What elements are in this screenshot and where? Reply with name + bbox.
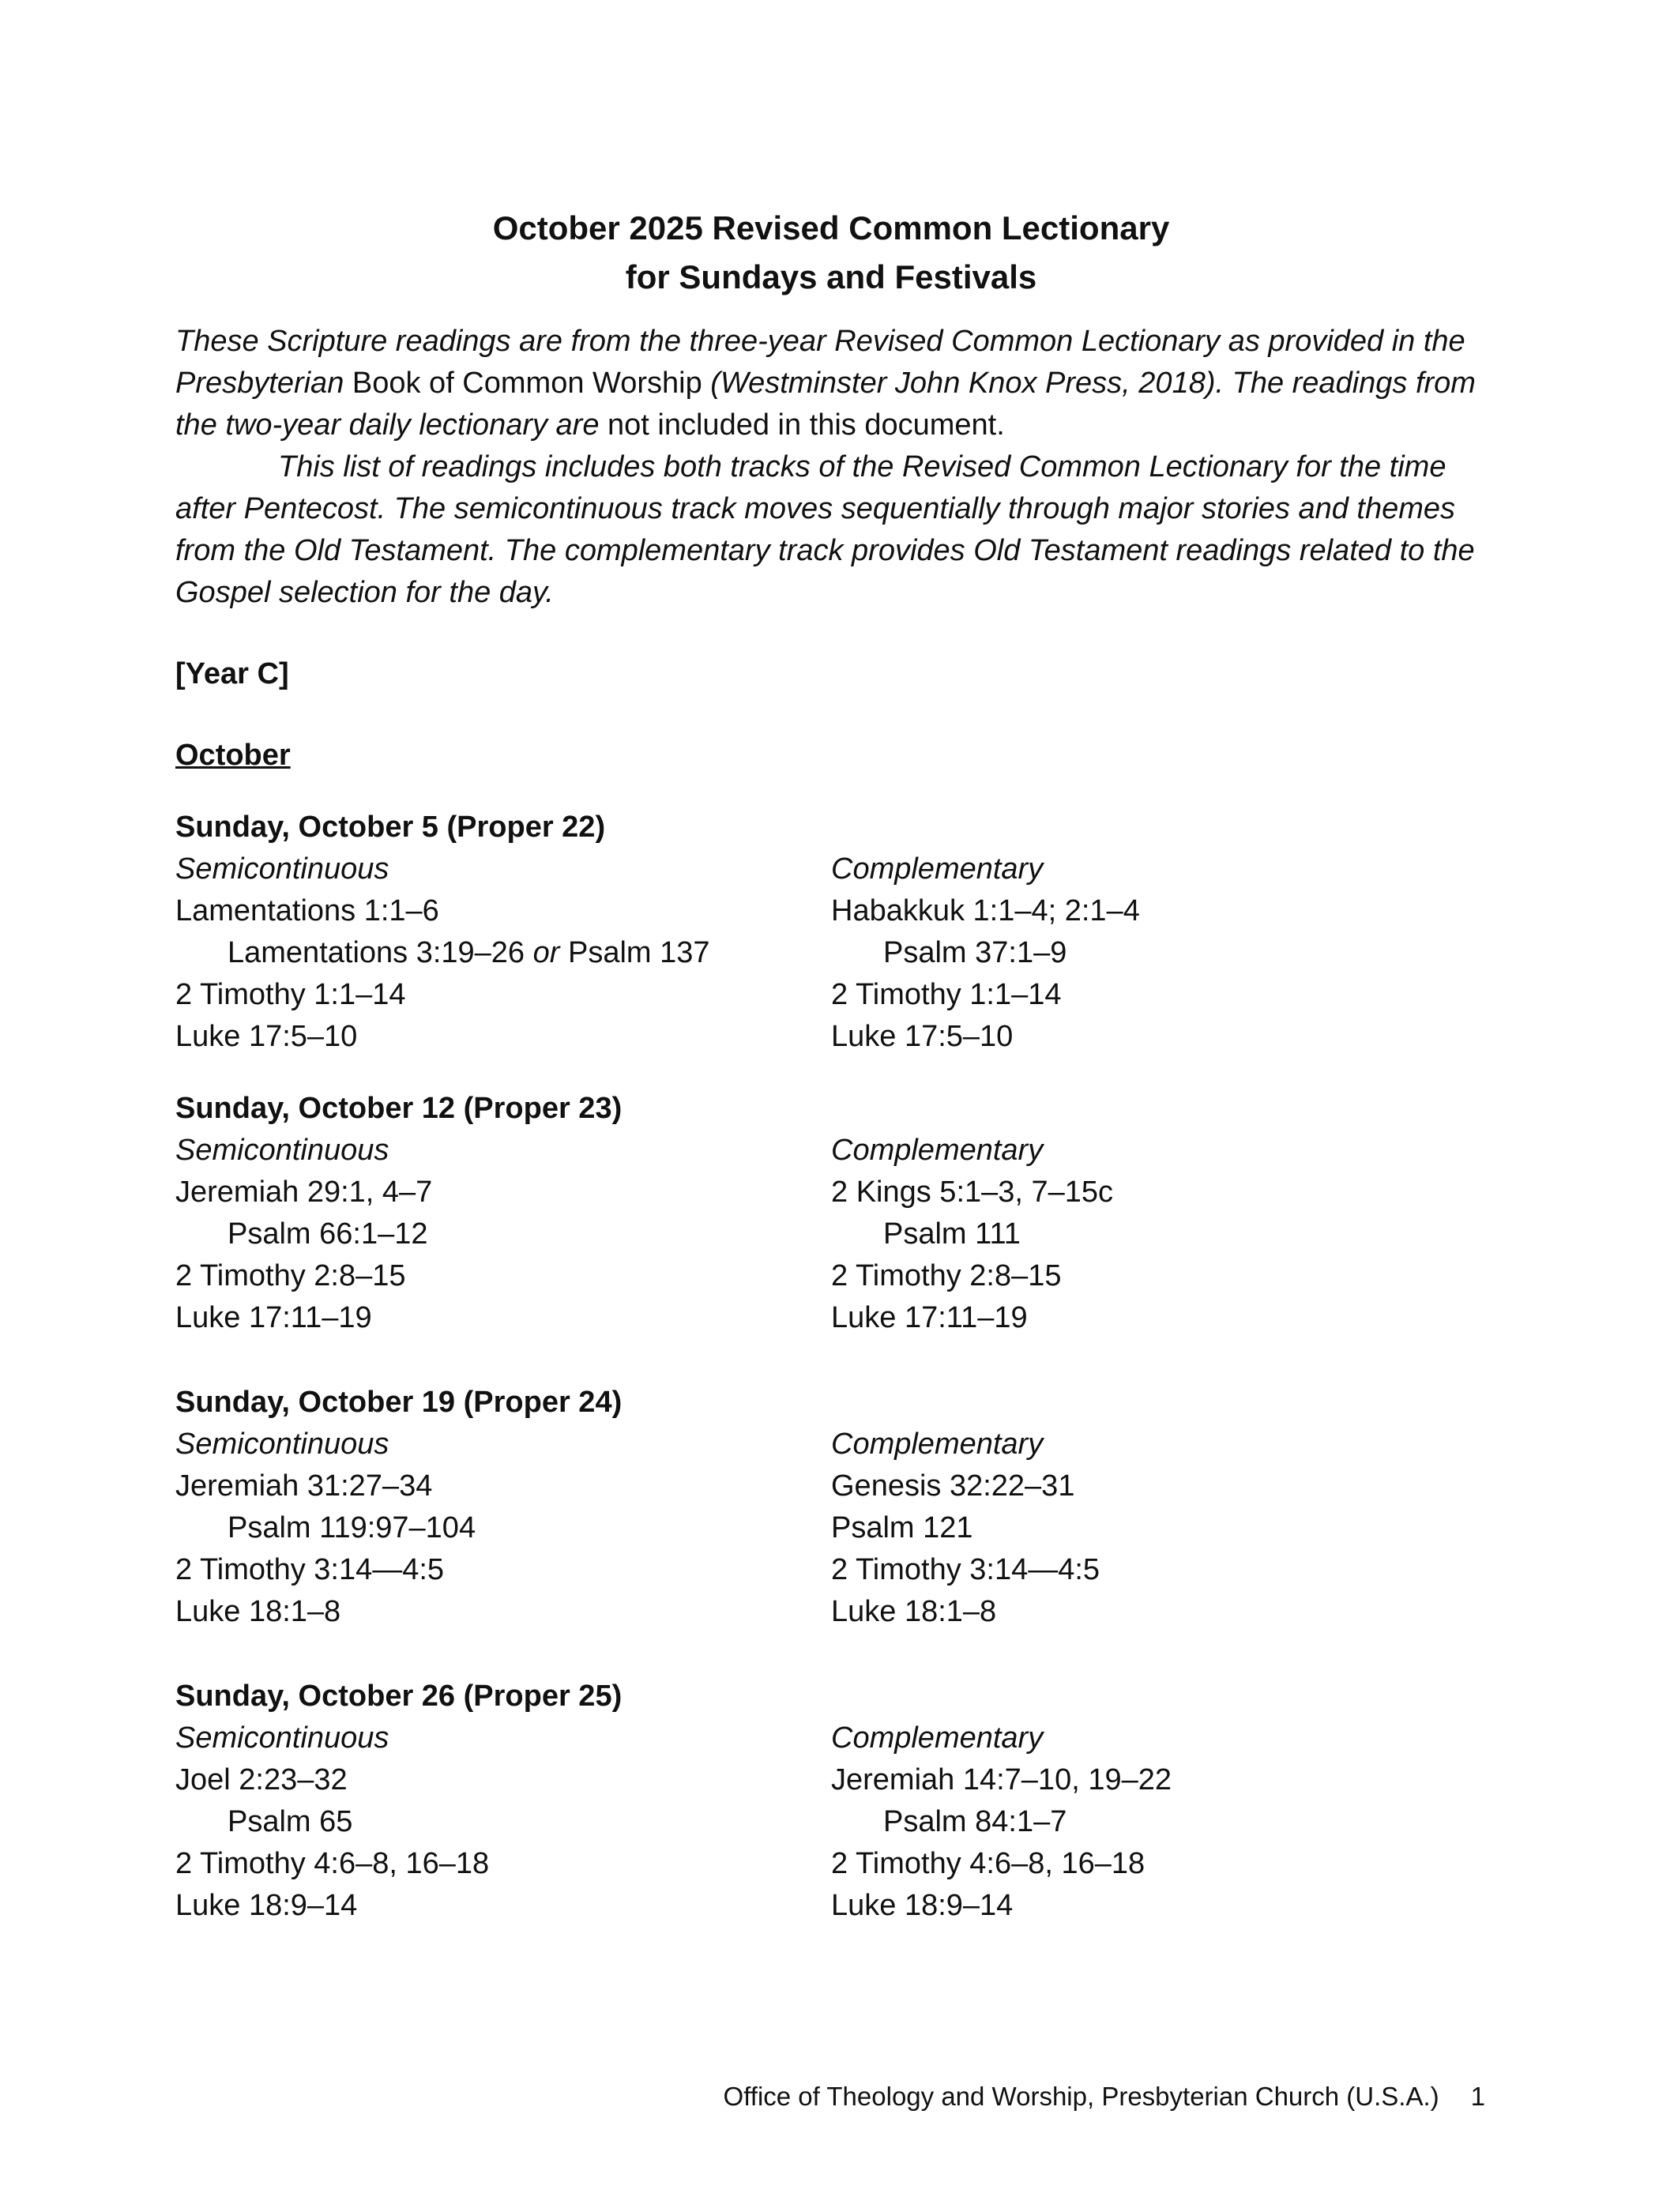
reading-gospel: Luke 17:11–19 xyxy=(831,1301,1028,1334)
reading-first: Habakkuk 1:1–4; 2:1–4 xyxy=(831,894,1140,927)
reading-epistle: 2 Timothy 4:6–8, 16–18 xyxy=(175,1847,490,1880)
track-label: Semicontinuous xyxy=(175,1428,389,1461)
readings-columns xyxy=(175,1130,1487,1339)
reading-epistle: 2 Timothy 2:8–15 xyxy=(831,1259,1062,1292)
track-label: Complementary xyxy=(831,852,1044,886)
intro-p1-part-a: These Scripture readings are from the three-year Revised Common Lectionary as provided in the Presbyterian xyxy=(175,325,1465,400)
track-label: Semicontinuous xyxy=(175,1134,389,1167)
title-line-2: for Sundays and Festivals xyxy=(625,258,1037,295)
track-label: Semicontinuous xyxy=(175,852,389,886)
reading-epistle: 2 Timothy 3:14—4:5 xyxy=(831,1553,1100,1586)
reading-psalm: Psalm 84:1–7 xyxy=(883,1805,1067,1838)
reading-first: Joel 2:23–32 xyxy=(175,1763,348,1796)
reading-psalm-option-b: Psalm 137 xyxy=(559,936,710,969)
intro-paragraph-1 xyxy=(175,321,1487,446)
month-heading: October xyxy=(175,739,291,772)
reading-first: Jeremiah 29:1, 4–7 xyxy=(175,1176,433,1209)
reading-epistle: 2 Timothy 1:1–14 xyxy=(175,978,406,1011)
reading-psalm: Psalm 111 xyxy=(883,1217,1021,1251)
track-label: Complementary xyxy=(831,1721,1044,1755)
track-label: Complementary xyxy=(831,1134,1044,1167)
reading-gospel: Luke 18:9–14 xyxy=(175,1889,358,1922)
complementary-column xyxy=(831,1130,1487,1339)
sunday-title: Sunday, October 19 (Proper 24) xyxy=(175,1386,623,1419)
reading-psalm: Psalm 121 xyxy=(831,1511,973,1544)
complementary-column xyxy=(831,1717,1487,1927)
or-conjunction: or xyxy=(532,936,560,969)
readings-columns xyxy=(175,1424,1487,1633)
reading-psalm-option-a: Lamentations 3:19–26 xyxy=(228,936,533,969)
title-line-1: October 2025 Revised Common Lectionary xyxy=(492,209,1170,246)
reading-psalm xyxy=(175,932,831,974)
reading-psalm: Psalm 37:1–9 xyxy=(883,936,1067,969)
reading-psalm: Psalm 65 xyxy=(228,1805,353,1838)
readings-columns xyxy=(175,1717,1487,1927)
reading-epistle: 2 Timothy 1:1–14 xyxy=(831,978,1062,1011)
sunday-section xyxy=(175,1088,1487,1339)
track-label: Semicontinuous xyxy=(175,1721,389,1755)
reading-first: Jeremiah 14:7–10, 19–22 xyxy=(831,1763,1172,1796)
intro-paragraph-2: This list of readings includes both tracks of the Revised Common Lectionary for the time after Pentecost. The semicontinuous track moves sequentially through major stories and themes from the Old Testament. The complementary track provides Old Testament readings related to the Gospel selection for the day. xyxy=(175,450,1475,609)
intro-p1-part-c: (Westminster John Knox Press, 2018). The readings from the two-year daily lectionary are xyxy=(175,367,1476,442)
reading-gospel: Luke 18:9–14 xyxy=(831,1889,1014,1922)
document-title xyxy=(175,204,1487,302)
sunday-title: Sunday, October 5 (Proper 22) xyxy=(175,811,606,844)
intro-text xyxy=(175,321,1487,614)
year-label: [Year C] xyxy=(175,657,289,690)
sunday-title: Sunday, October 26 (Proper 25) xyxy=(175,1680,623,1713)
reading-first: 2 Kings 5:1–3, 7–15c xyxy=(831,1176,1114,1209)
reading-psalm: Psalm 66:1–12 xyxy=(228,1217,428,1251)
reading-gospel: Luke 18:1–8 xyxy=(831,1595,997,1628)
reading-epistle: 2 Timothy 2:8–15 xyxy=(175,1259,406,1292)
reading-first: Jeremiah 31:27–34 xyxy=(175,1469,433,1503)
reading-first: Lamentations 1:1–6 xyxy=(175,894,439,927)
reading-epistle: 2 Timothy 4:6–8, 16–18 xyxy=(831,1847,1146,1880)
sunday-section xyxy=(175,1676,1487,1927)
reading-gospel: Luke 17:5–10 xyxy=(175,1020,358,1053)
track-label: Complementary xyxy=(831,1428,1044,1461)
page-number: 1 xyxy=(1470,2082,1485,2111)
intro-p1-part-e: included in this document. xyxy=(649,408,1005,442)
reading-epistle: 2 Timothy 3:14—4:5 xyxy=(175,1553,445,1586)
reading-gospel: Luke 17:11–19 xyxy=(175,1301,372,1334)
sunday-section xyxy=(175,807,1487,1058)
book-title: Book of Common Worship xyxy=(352,367,702,400)
reading-gospel: Luke 18:1–8 xyxy=(175,1595,341,1628)
sunday-title: Sunday, October 12 (Proper 23) xyxy=(175,1092,623,1125)
semicontinuous-column xyxy=(175,1130,831,1339)
reading-psalm: Psalm 119:97–104 xyxy=(228,1511,476,1544)
semicontinuous-column xyxy=(175,1424,831,1633)
complementary-column xyxy=(831,848,1487,1058)
page-footer xyxy=(664,2079,1485,2114)
intro-p1-emphasis: not xyxy=(608,408,649,442)
document-page xyxy=(175,204,1487,1927)
complementary-column xyxy=(831,1424,1487,1633)
reading-gospel: Luke 17:5–10 xyxy=(831,1020,1014,1053)
reading-first: Genesis 32:22–31 xyxy=(831,1469,1075,1503)
semicontinuous-column xyxy=(175,1717,831,1927)
sunday-section xyxy=(175,1382,1487,1633)
readings-columns xyxy=(175,848,1487,1058)
semicontinuous-column xyxy=(175,848,831,1058)
footer-text: Office of Theology and Worship, Presbyterian Church (U.S.A.) xyxy=(723,2082,1439,2111)
